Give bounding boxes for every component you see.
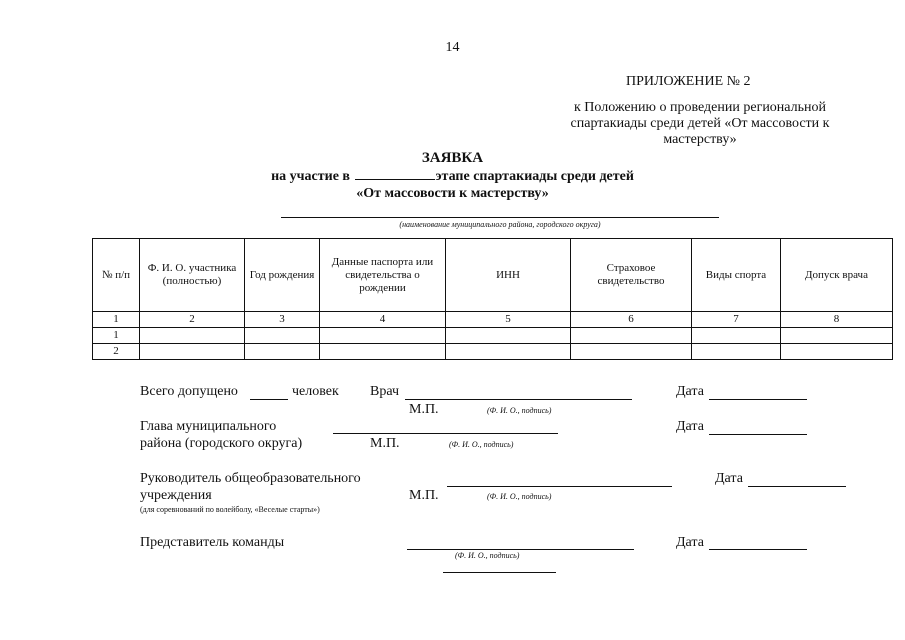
table-numbers-row — [93, 312, 893, 328]
head-label-2: района (городского округа) — [140, 436, 303, 451]
date-label: Дата — [676, 535, 704, 550]
table-cell[interactable] — [245, 344, 320, 360]
table-cell[interactable] — [692, 344, 781, 360]
subtitle-before: на участие в — [271, 169, 350, 184]
total-admitted-label: Всего допущено — [140, 384, 238, 399]
director-fio-caption: (Ф. И. О., подпись) — [487, 492, 552, 501]
row-number: 1 — [93, 328, 140, 344]
table-cell[interactable] — [781, 328, 893, 344]
form-subtitle-line2: «От массовости к мастерству» — [356, 186, 549, 201]
table-cell[interactable] — [571, 328, 692, 344]
director-note: (для соревнований по волейболу, «Веселые старты») — [140, 505, 320, 514]
subtitle-after: этапе спартакиады среди детей — [435, 169, 634, 184]
doctor-label: Врач — [370, 384, 400, 399]
participants-table — [92, 238, 893, 360]
table-cell[interactable] — [781, 344, 893, 360]
header-cell: № п/п — [93, 239, 140, 312]
header-cell: Год рождения — [245, 239, 320, 312]
number-cell: 7 — [692, 312, 781, 328]
table-cell[interactable] — [446, 328, 571, 344]
mp-head: М.П. — [370, 436, 400, 451]
table-row — [93, 328, 893, 344]
representative-fio-caption: (Ф. И. О., подпись) — [455, 551, 520, 560]
municipality-line — [281, 217, 719, 218]
number-cell: 6 — [571, 312, 692, 328]
table-cell[interactable] — [320, 328, 446, 344]
director-label-1: Руководитель общеобразовательного — [140, 471, 361, 486]
date-field[interactable] — [709, 434, 807, 435]
header-cell: Виды спорта — [692, 239, 781, 312]
appendix-title: ПРИЛОЖЕНИЕ № 2 — [626, 74, 751, 89]
municipality-caption: (наименование муниципального района, городского округа) — [399, 220, 601, 229]
number-cell: 4 — [320, 312, 446, 328]
form-title: ЗАЯВКА — [421, 150, 484, 166]
appendix-text: к Положению о проведении региональной спартакиады среди детей «От массовости к мастерству» — [570, 100, 830, 147]
stage-blank — [355, 169, 435, 180]
head-fio-caption: (Ф. И. О., подпись) — [449, 440, 514, 449]
doctor-fio-caption: (Ф. И. О., подпись) — [487, 406, 552, 415]
date-label: Дата — [715, 471, 743, 486]
persons-label: человек — [292, 384, 339, 399]
table-cell[interactable] — [140, 344, 245, 360]
number-cell: 8 — [781, 312, 893, 328]
number-cell: 2 — [140, 312, 245, 328]
table-cell[interactable] — [140, 328, 245, 344]
head-signature-line[interactable] — [333, 433, 558, 434]
table-cell[interactable] — [320, 344, 446, 360]
date-label: Дата — [676, 419, 704, 434]
form-subtitle-line1 — [0, 169, 905, 185]
table-row — [93, 344, 893, 360]
header-cell: Данные паспорта или свидетельства о рождении — [320, 239, 446, 312]
date-field[interactable] — [709, 399, 807, 400]
header-cell: Ф. И. О. участника (полностью) — [140, 239, 245, 312]
total-count-field[interactable] — [250, 399, 288, 400]
header-cell: Допуск врача — [781, 239, 893, 312]
head-label-1: Глава муниципального — [140, 419, 277, 434]
number-cell: 1 — [93, 312, 140, 328]
date-field[interactable] — [748, 486, 846, 487]
mp-doctor: М.П. — [409, 402, 439, 417]
table-cell[interactable] — [692, 328, 781, 344]
table-header-row — [93, 239, 893, 312]
page-number: 14 — [445, 40, 460, 55]
date-field[interactable] — [709, 549, 807, 550]
number-cell: 5 — [446, 312, 571, 328]
representative-signature-line[interactable] — [407, 549, 634, 550]
director-signature-line[interactable] — [447, 486, 672, 487]
date-label: Дата — [676, 384, 704, 399]
doctor-signature-line[interactable] — [405, 399, 632, 400]
table-cell[interactable] — [446, 344, 571, 360]
mp-director: М.П. — [409, 488, 439, 503]
representative-label: Представитель команды — [140, 535, 285, 550]
header-cell: Страховое свидетельство — [571, 239, 692, 312]
row-number: 2 — [93, 344, 140, 360]
director-label-2: учреждения — [140, 488, 212, 503]
header-cell: ИНН — [446, 239, 571, 312]
table-cell[interactable] — [571, 344, 692, 360]
number-cell: 3 — [245, 312, 320, 328]
extra-line — [443, 572, 556, 573]
table-cell[interactable] — [245, 328, 320, 344]
